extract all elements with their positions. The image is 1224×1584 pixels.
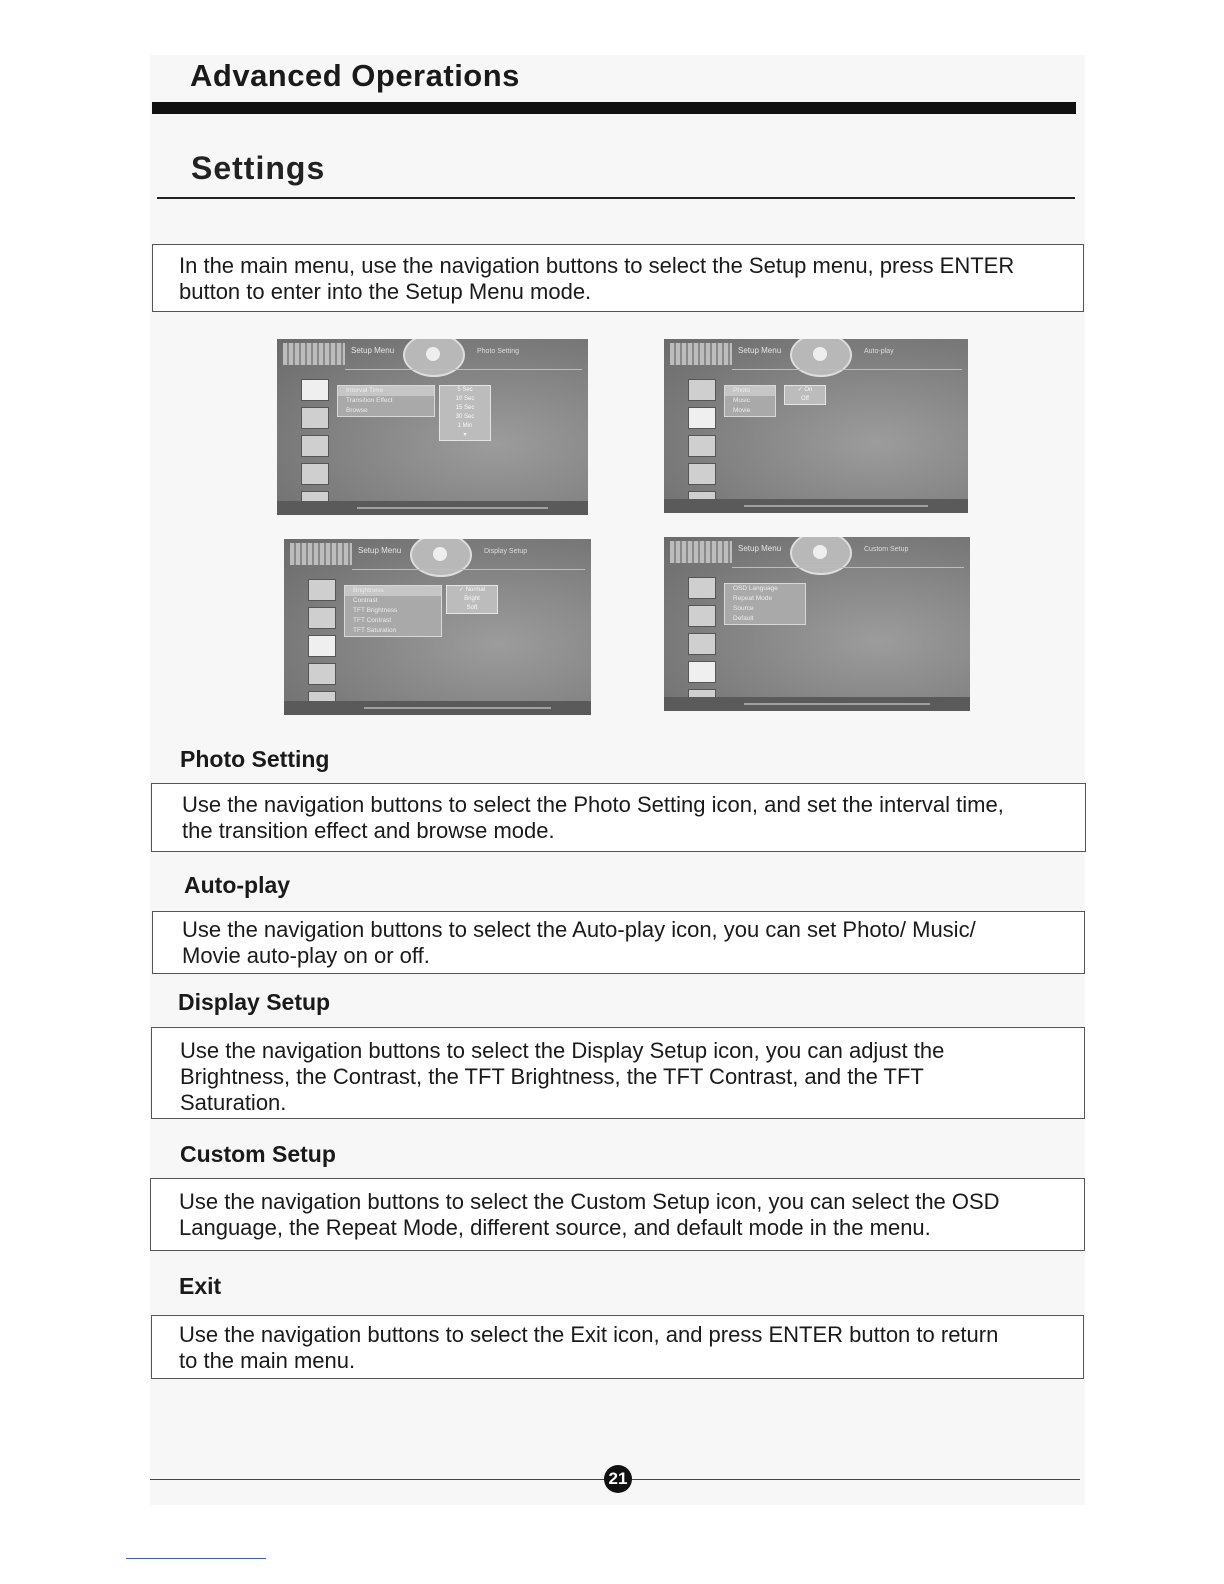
section-heading: Exit xyxy=(179,1273,222,1299)
section-box xyxy=(152,911,1085,974)
subsection-divider xyxy=(157,197,1075,199)
section-text: Brightness, the Contrast, the TFT Brightness, the TFT Contrast, and the TFT xyxy=(180,1064,924,1089)
screenshot-menu xyxy=(724,583,806,625)
screenshot-top-line xyxy=(345,369,582,370)
brand-logo xyxy=(670,541,732,563)
screenshot-panel-title: Photo Setting xyxy=(477,348,520,355)
setup-icon-column xyxy=(301,379,333,515)
auto-play-icon xyxy=(301,407,329,429)
intro-line: In the main menu, use the navigation buttons to select the Setup menu, press ENTER xyxy=(179,253,1015,278)
screenshot-menu-title: Setup Menu xyxy=(738,544,782,553)
section-text: the transition effect and browse mode. xyxy=(182,818,555,843)
menu-item: TFT Brightness xyxy=(353,607,398,614)
section-box xyxy=(151,1315,1084,1379)
menu-item: Interval Time xyxy=(338,386,434,396)
submenu-item: ▾ xyxy=(463,432,467,438)
photo-setting-icon xyxy=(308,579,336,601)
section-heading: Photo Setting xyxy=(180,746,330,772)
submenu-item: 30 Sec xyxy=(455,414,475,420)
screenshot-panel-title: Display Setup xyxy=(484,548,528,555)
auto-play-icon xyxy=(308,607,336,629)
photo-setting-icon xyxy=(688,577,716,599)
submenu-item: 5 Sec xyxy=(457,387,473,393)
menu-item: Contrast xyxy=(353,597,378,604)
section-text: to the main menu. xyxy=(179,1348,356,1373)
menu-item: OSD Language xyxy=(733,585,778,592)
footer-link-underline xyxy=(126,1558,266,1559)
menu-item: TFT Saturation xyxy=(353,627,397,634)
auto-play-icon xyxy=(688,407,716,429)
section-text: Language, the Repeat Mode, different source, and default mode in the menu. xyxy=(179,1215,931,1240)
brand-logo xyxy=(283,343,345,365)
display-setup-icon xyxy=(688,633,716,655)
section-text: Use the navigation buttons to select the Custom Setup icon, you can select the OSD xyxy=(179,1189,1000,1214)
intro-line: button to enter into the Setup Menu mode. xyxy=(179,279,592,304)
custom-setup-icon xyxy=(688,661,716,683)
custom-setup-icon xyxy=(308,663,336,685)
intro-box xyxy=(152,244,1084,312)
screenshot-top-line xyxy=(352,569,585,570)
menu-item: Default xyxy=(733,615,754,622)
menu-item: Source xyxy=(733,605,754,612)
screenshot-auto-play xyxy=(664,339,968,513)
submenu-item: Off xyxy=(801,396,809,402)
section-box xyxy=(151,783,1086,852)
custom-setup-icon xyxy=(688,463,716,485)
screenshot-menu-title: Setup Menu xyxy=(738,346,782,355)
section-box xyxy=(151,1027,1085,1119)
section-text: Use the navigation buttons to select the Display Setup icon, you can adjust the xyxy=(180,1038,945,1063)
display-setup-icon xyxy=(688,435,716,457)
section-heading: Auto-play xyxy=(184,872,291,898)
display-setup-icon xyxy=(301,435,329,457)
footer-line-left xyxy=(150,1479,605,1480)
menu-item: TFT Contrast xyxy=(353,617,392,624)
section-text: Movie auto-play on or off. xyxy=(182,943,430,968)
auto-play-icon xyxy=(688,605,716,627)
screenshot-status-bar xyxy=(664,499,968,513)
setup-icon-column xyxy=(688,379,720,513)
section-divider xyxy=(152,102,1076,114)
section-text: Use the navigation buttons to select the Photo Setting icon, and set the interval time, xyxy=(182,792,1004,817)
submenu-item: ✓ On xyxy=(797,387,813,393)
section-text: Saturation. xyxy=(180,1090,287,1115)
footer-line-right xyxy=(632,1479,1080,1480)
screenshot-submenu xyxy=(784,385,826,405)
submenu-item: 15 Sec xyxy=(455,405,475,411)
screenshot-display-setup xyxy=(284,539,591,715)
screenshot-menu xyxy=(344,585,442,637)
section-heading: Display Setup xyxy=(178,989,331,1015)
submenu-item: ✓ Normal xyxy=(458,587,486,593)
photo-setting-icon xyxy=(688,379,716,401)
photo-setting-icon xyxy=(301,379,329,401)
setup-icon-column xyxy=(688,577,720,711)
brand-logo xyxy=(290,543,352,565)
screenshot-menu xyxy=(724,385,776,417)
screenshot-status-bar xyxy=(277,501,588,515)
menu-item: Movie xyxy=(733,407,751,414)
section-title: Advanced Operations xyxy=(190,58,520,93)
screenshot-panel-title: Custom Setup xyxy=(864,546,909,553)
submenu-item: Bright xyxy=(464,596,480,602)
brand-logo xyxy=(670,343,732,365)
setup-icon-column xyxy=(308,579,340,715)
section-heading: Custom Setup xyxy=(180,1141,336,1167)
screenshot-submenu xyxy=(446,585,498,614)
screenshot-submenu xyxy=(439,385,491,441)
screenshot-menu-title: Setup Menu xyxy=(358,546,402,555)
screenshot-top-line xyxy=(732,369,962,370)
screenshot-status-bar xyxy=(664,697,970,711)
page-number: 21 xyxy=(604,1465,632,1493)
section-box xyxy=(150,1178,1085,1251)
section-text: Use the navigation buttons to select the Auto-play icon, you can set Photo/ Music/ xyxy=(182,917,976,942)
section-text: Use the navigation buttons to select the Exit icon, and press ENTER button to return xyxy=(179,1322,999,1347)
custom-setup-icon xyxy=(301,463,329,485)
menu-item: Music xyxy=(733,397,750,404)
menu-item: Brightness xyxy=(345,586,441,596)
menu-item: Photo xyxy=(725,386,775,396)
subsection-title: Settings xyxy=(191,150,326,186)
screenshot-menu-title: Setup Menu xyxy=(351,346,395,355)
screenshot-menu xyxy=(337,385,435,417)
menu-item: Transition Effect xyxy=(346,397,393,404)
submenu-item: Soft xyxy=(466,605,478,611)
display-setup-icon xyxy=(308,635,336,657)
submenu-item: 10 Sec xyxy=(455,396,475,402)
screenshot-top-line xyxy=(732,567,964,568)
screenshot-panel-title: Auto-play xyxy=(864,348,894,355)
menu-item: Browse xyxy=(346,407,368,414)
menu-item: Repeat Mode xyxy=(733,595,773,602)
submenu-item: 1 Min xyxy=(457,423,473,429)
screenshot-custom-setup xyxy=(664,537,970,711)
screenshot-status-bar xyxy=(284,701,591,715)
screenshot-photo-setting xyxy=(277,339,588,515)
